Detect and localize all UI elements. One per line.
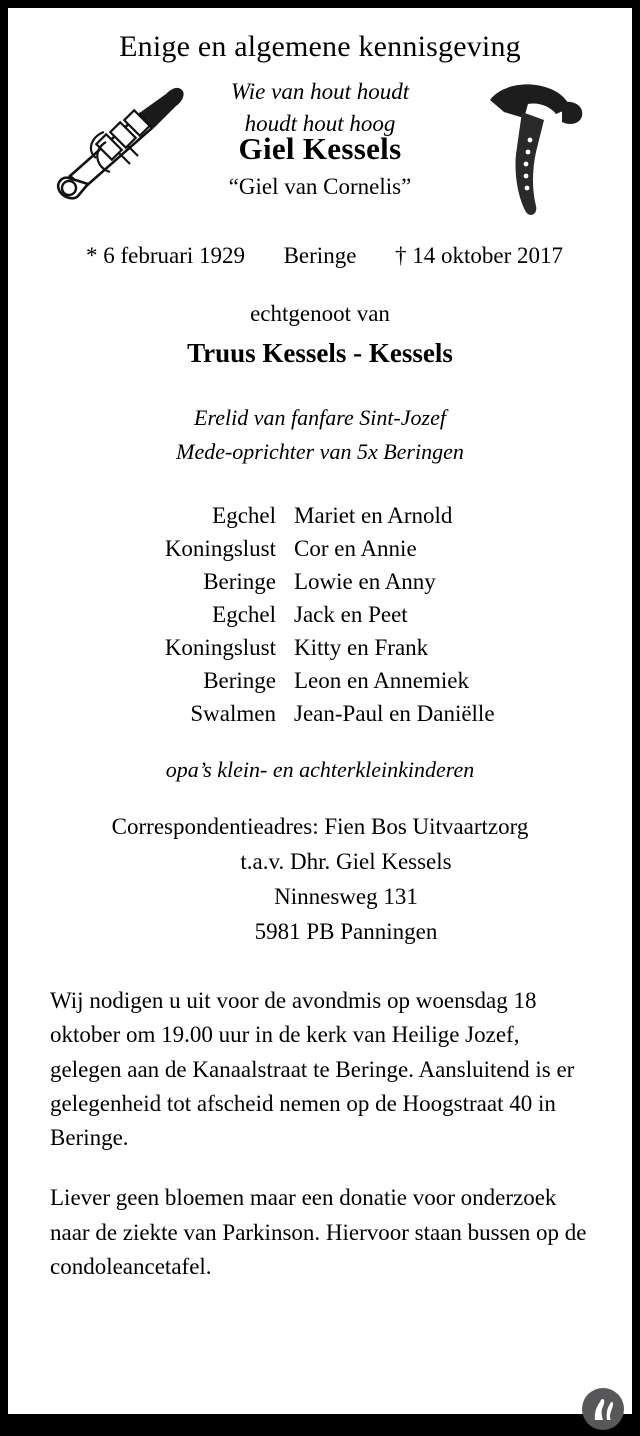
deceased-name: Giel Kessels xyxy=(238,131,402,167)
honors-section xyxy=(8,401,632,469)
spouse-label: echtgenoot van xyxy=(250,301,390,326)
family-names: Jean-Paul en Daniëlle xyxy=(294,700,495,726)
motto-line-2: houdt hout hoog xyxy=(244,110,396,136)
table-row xyxy=(8,499,632,532)
deceased-nickname: “Giel van Cornelis” xyxy=(228,174,412,200)
family-place: Beringe xyxy=(203,667,276,693)
table-row xyxy=(8,664,632,697)
address-line-1: Correspondentieadres: Fien Bos Uitvaartzorg xyxy=(111,814,529,840)
address-line-4: 5981 PB Panningen xyxy=(254,919,438,945)
honor-line-1: Erelid van fanfare Sint-Jozef xyxy=(194,405,446,430)
obituary-content xyxy=(8,30,632,1436)
invitation-paragraph: Wij nodigen u uit voor de avondmis op woensdag 18 oktober om 19.00 uur in de kerk van Heilige Jozef, gelegen aan de Kanaalstraat te Beringe. Aansluitend is er gelegenheid tot afscheid nemen op de Hoogstraat 40 in Beringe. xyxy=(50,988,575,1151)
spouse-name: Truus Kessels - Kessels xyxy=(187,338,453,368)
correspondence-address xyxy=(8,810,632,950)
birth-place: Beringe xyxy=(283,243,357,268)
family-place: Egchel xyxy=(212,502,276,528)
death-date: † 14 oktober 2017 xyxy=(395,243,564,268)
motto-section xyxy=(8,76,632,231)
family-place: Beringe xyxy=(203,568,276,594)
birth-date: * 6 februari 1929 xyxy=(85,243,245,268)
family-place: Swalmen xyxy=(190,700,276,726)
grandchildren-text: opa’s klein- en achterkleinkinderen xyxy=(165,757,475,783)
table-row xyxy=(8,631,632,664)
address-line-2: t.a.v. Dhr. Giel Kessels xyxy=(240,849,452,875)
family-names: Kitty en Frank xyxy=(294,634,429,660)
honor-line-2: Mede-oprichter van 5x Beringen xyxy=(176,439,464,465)
table-row xyxy=(8,697,632,730)
address-line-3: Ninnesweg 131 xyxy=(274,884,418,910)
family-place: Koningslust xyxy=(164,535,276,561)
family-place: Egchel xyxy=(212,601,276,627)
family-names: Leon en Annemiek xyxy=(294,667,470,693)
family-names: Mariet en Arnold xyxy=(294,502,453,528)
motto-line-1: Wie van hout houdt xyxy=(230,79,410,104)
table-row xyxy=(8,532,632,565)
family-place: Koningslust xyxy=(164,634,276,660)
family-names: Jack en Peet xyxy=(294,601,408,627)
donation-paragraph: Liever geen bloemen maar een donatie voor onderzoek naar de ziekte van Parkinson. Hiervoor staan bussen op de condoleancetafel. xyxy=(50,1185,587,1279)
table-row xyxy=(8,598,632,631)
trumpet-icon xyxy=(26,84,186,209)
hammer-icon xyxy=(474,78,594,218)
family-list xyxy=(8,499,632,730)
page-title: Enige en algemene kennisgeving xyxy=(119,30,521,63)
family-names: Lowie en Anny xyxy=(294,568,436,594)
family-names: Cor en Annie xyxy=(294,535,417,561)
funeral-home-logo-icon xyxy=(580,1386,626,1432)
obituary-card xyxy=(8,8,632,1414)
life-dates xyxy=(8,243,632,269)
table-row xyxy=(8,565,632,598)
